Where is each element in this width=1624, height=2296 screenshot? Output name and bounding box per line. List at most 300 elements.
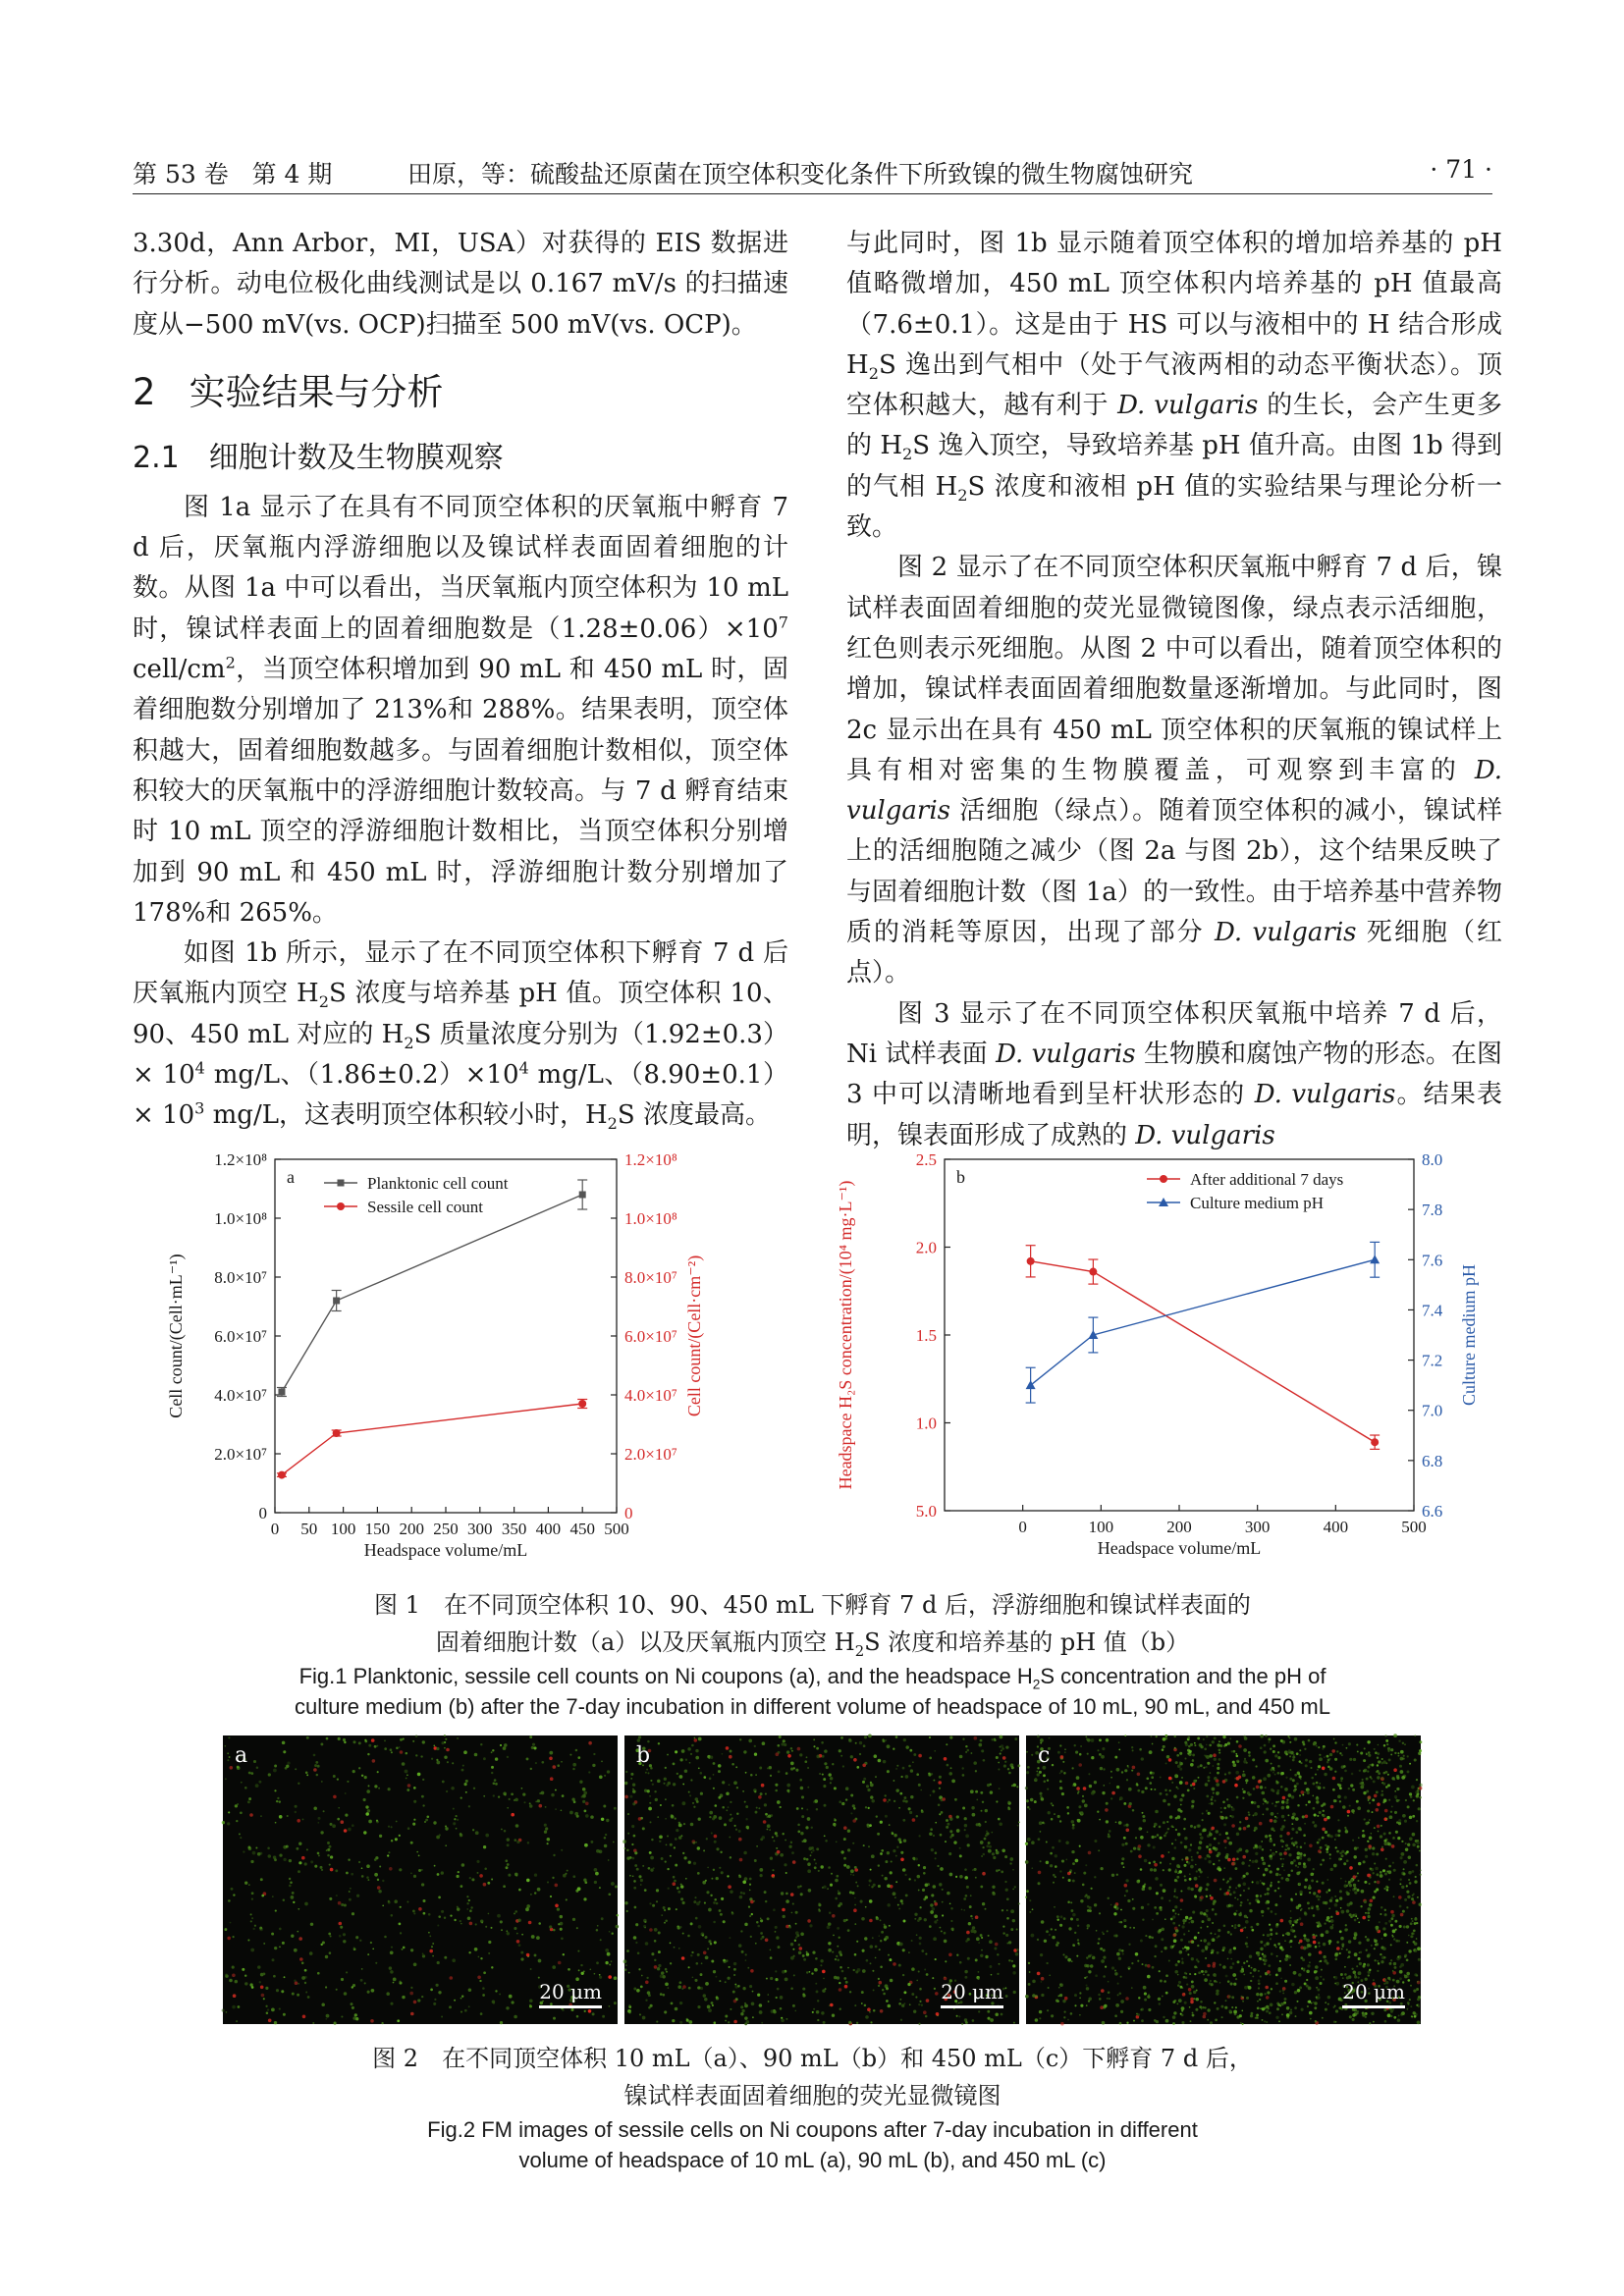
live-cell-dot bbox=[1050, 1864, 1053, 1867]
live-cell-dot bbox=[363, 1798, 366, 1801]
live-cell-dot bbox=[1211, 1796, 1213, 1798]
live-cell-dot bbox=[1185, 1916, 1188, 1919]
live-cell-dot bbox=[1260, 1975, 1262, 1977]
live-cell-dot bbox=[639, 2013, 641, 2015]
live-cell-dot bbox=[885, 1794, 887, 1796]
live-cell-dot bbox=[995, 2012, 999, 2016]
live-cell-dot bbox=[1322, 1837, 1325, 1840]
live-cell-dot bbox=[820, 1964, 822, 1966]
live-cell-dot bbox=[1238, 1827, 1241, 1830]
live-cell-dot bbox=[1012, 1869, 1014, 1871]
live-cell-dot bbox=[1224, 2006, 1227, 2009]
live-cell-dot bbox=[358, 1741, 361, 1744]
live-cell-dot bbox=[341, 2015, 343, 2017]
live-cell-dot bbox=[1052, 1846, 1055, 1849]
dead-cell-dot bbox=[739, 1858, 743, 1862]
header-issue: 第 4 期 bbox=[251, 160, 333, 188]
live-cell-dot bbox=[1088, 1970, 1091, 1973]
live-cell-dot bbox=[544, 1824, 547, 1827]
live-cell-dot bbox=[1299, 1854, 1302, 1857]
live-cell-dot bbox=[1325, 1923, 1326, 1925]
live-cell-dot bbox=[1408, 1879, 1410, 1881]
paragraph-morphology: 图 3 显示了在不同顶空体积厌氧瓶中培养 7 d 后，Ni 试样表面 D. vulgaris 生物膜和腐蚀产物的形态。在图 3 中可以清晰地看到呈杆状形态的 D. vulgaris。结果表明，镍表面形成了成熟的 D. vulgaris bbox=[846, 998, 1502, 1150]
live-cell-dot bbox=[1242, 1789, 1244, 1790]
live-cell-dot bbox=[339, 1935, 342, 1938]
live-cell-dot bbox=[1367, 1766, 1370, 1769]
live-cell-dot bbox=[1231, 2006, 1233, 2008]
live-cell-dot bbox=[1098, 1994, 1101, 1997]
live-cell-dot bbox=[748, 1739, 752, 1743]
live-cell-dot bbox=[1163, 1869, 1164, 1871]
live-cell-dot bbox=[499, 1994, 501, 1996]
live-cell-dot bbox=[1339, 1930, 1342, 1933]
live-cell-dot bbox=[924, 1918, 927, 1921]
live-cell-dot bbox=[805, 1826, 808, 1829]
live-cell-dot bbox=[747, 1967, 749, 1969]
live-cell-dot bbox=[1083, 1872, 1086, 1875]
live-cell-dot bbox=[1087, 1896, 1091, 1899]
dead-cell-dot bbox=[341, 1820, 345, 1824]
live-cell-dot bbox=[1206, 1845, 1209, 1848]
live-cell-dot bbox=[1364, 1881, 1367, 1884]
live-cell-dot bbox=[1169, 1815, 1172, 1818]
live-cell-dot bbox=[1212, 1908, 1215, 1911]
live-cell-dot bbox=[1384, 1771, 1387, 1774]
live-cell-dot bbox=[1026, 1799, 1029, 1802]
live-cell-dot bbox=[421, 1883, 424, 1886]
live-cell-dot bbox=[363, 1831, 366, 1834]
live-cell-dot bbox=[902, 1799, 905, 1802]
live-cell-dot bbox=[272, 1896, 274, 1897]
live-cell-dot bbox=[1296, 1783, 1299, 1786]
live-cell-dot bbox=[1184, 1972, 1187, 1975]
live-cell-dot bbox=[1133, 1846, 1136, 1849]
live-cell-dot bbox=[681, 1749, 685, 1753]
dead-cell-dot bbox=[268, 2019, 272, 2023]
dead-cell-dot bbox=[1078, 1763, 1082, 1767]
live-cell-dot bbox=[1287, 1814, 1289, 1816]
live-cell-dot bbox=[317, 1817, 320, 1820]
live-cell-dot bbox=[824, 1835, 826, 1837]
live-cell-dot bbox=[298, 1842, 301, 1845]
live-cell-dot bbox=[293, 1901, 295, 1903]
live-cell-dot bbox=[1064, 1751, 1066, 1753]
paragraph-ph-analysis: 与此同时，图 1b 显示随着顶空体积的增加培养基的 pH 值略微增加，450 mL 顶空体积内培养基的 pH 值最高（7.6±0.1）。这是由于 HS 可以与液相中的 H 结合形成 $H_2S$ 逸出到气相中（处于气液两相的动态平衡状态）。顶空体积越大，越有利于 D. vulgaris 的生长，会产生更多的 $H_2S$ 逸入顶空，导致培养基 pH 值升高。由图 1b 得到的气相 $H_2S$ 浓度和液相 pH 值的实验结果与理论分析一致。 bbox=[846, 229, 1503, 543]
live-cell-dot bbox=[905, 1745, 908, 1748]
dead-cell-dot bbox=[1256, 1786, 1260, 1789]
live-cell-dot bbox=[295, 1811, 297, 1813]
live-cell-dot bbox=[633, 1936, 637, 1940]
live-cell-dot bbox=[908, 1878, 910, 1880]
live-cell-dot bbox=[1244, 1986, 1248, 1990]
live-cell-dot bbox=[905, 1775, 909, 1779]
live-cell-dot bbox=[1224, 1846, 1226, 1848]
live-cell-dot bbox=[1263, 1954, 1267, 1958]
live-cell-dot bbox=[828, 1866, 831, 1869]
live-cell-dot bbox=[1253, 1801, 1256, 1804]
dead-cell-dot bbox=[777, 1850, 781, 1854]
dead-cell-dot bbox=[370, 2019, 374, 2023]
live-cell-dot bbox=[1037, 1735, 1040, 1738]
live-cell-dot bbox=[579, 1781, 582, 1784]
live-cell-dot bbox=[682, 1852, 684, 1854]
live-cell-dot bbox=[1329, 1753, 1332, 1756]
live-cell-dot bbox=[473, 1788, 475, 1789]
live-cell-dot bbox=[1008, 1772, 1011, 1775]
live-cell-dot bbox=[1416, 1795, 1419, 1798]
live-cell-dot bbox=[390, 1950, 394, 1954]
live-cell-dot bbox=[1322, 1882, 1325, 1885]
live-cell-dot bbox=[854, 1953, 857, 1956]
chart-panel-label: b bbox=[956, 1167, 965, 1187]
live-cell-dot bbox=[645, 1772, 647, 1774]
live-cell-dot bbox=[749, 1890, 751, 1892]
live-cell-dot bbox=[507, 1863, 510, 1866]
live-cell-dot bbox=[518, 1944, 521, 1947]
live-cell-dot bbox=[1353, 1937, 1356, 1940]
live-cell-dot bbox=[895, 1789, 898, 1791]
live-cell-dot bbox=[1380, 1871, 1382, 1874]
live-cell-dot bbox=[1164, 1789, 1166, 1790]
live-cell-dot bbox=[722, 1753, 724, 1755]
live-cell-dot bbox=[929, 1757, 932, 1760]
live-cell-dot bbox=[880, 1966, 883, 1969]
live-cell-dot bbox=[461, 1863, 465, 1867]
dead-cell-dot bbox=[1384, 1809, 1388, 1813]
micrograph-panel-c bbox=[1026, 1735, 1421, 2024]
live-cell-dot bbox=[659, 1841, 661, 1842]
live-cell-dot bbox=[1293, 1754, 1295, 1756]
live-cell-dot bbox=[914, 1913, 917, 1916]
live-cell-dot bbox=[701, 1962, 703, 1964]
live-cell-dot bbox=[1188, 1917, 1191, 1920]
dead-cell-dot bbox=[869, 1919, 873, 1923]
live-cell-dot bbox=[1335, 1910, 1337, 1912]
live-cell-dot bbox=[614, 1976, 618, 1980]
live-cell-dot bbox=[1275, 1873, 1279, 1877]
live-cell-dot bbox=[536, 1936, 540, 1940]
live-cell-dot bbox=[575, 1890, 578, 1893]
live-cell-dot bbox=[1001, 1747, 1004, 1750]
live-cell-dot bbox=[1204, 1978, 1208, 1982]
live-cell-dot bbox=[491, 1879, 493, 1881]
live-cell-dot bbox=[1372, 1896, 1375, 1898]
live-cell-dot bbox=[1175, 1963, 1178, 1966]
live-cell-dot bbox=[624, 1782, 627, 1785]
live-cell-dot bbox=[1339, 1896, 1342, 1899]
live-cell-dot bbox=[457, 1737, 459, 1739]
x-tick-label: 350 bbox=[501, 1520, 527, 1538]
live-cell-dot bbox=[1235, 1978, 1237, 1980]
live-cell-dot bbox=[881, 1849, 884, 1852]
live-cell-dot bbox=[1294, 2006, 1297, 2009]
live-cell-dot bbox=[1345, 1891, 1348, 1894]
live-cell-dot bbox=[1032, 1908, 1034, 1910]
live-cell-dot bbox=[1258, 1979, 1261, 1982]
live-cell-dot bbox=[1246, 1916, 1248, 1918]
live-cell-dot bbox=[1094, 1840, 1097, 1842]
live-cell-dot bbox=[1118, 1921, 1120, 1923]
live-cell-dot bbox=[1227, 1931, 1230, 1934]
live-cell-dot bbox=[1094, 1903, 1097, 1906]
live-cell-dot bbox=[751, 2002, 755, 2005]
live-cell-dot bbox=[1199, 1841, 1202, 1843]
live-cell-dot bbox=[274, 1789, 276, 1791]
live-cell-dot bbox=[1346, 1859, 1349, 1862]
live-cell-dot bbox=[1385, 1786, 1388, 1789]
live-cell-dot bbox=[1257, 1900, 1260, 1903]
live-cell-dot bbox=[941, 1811, 944, 1814]
live-cell-dot bbox=[656, 1900, 658, 1902]
live-cell-dot bbox=[480, 2012, 483, 2015]
live-cell-dot bbox=[1203, 1738, 1205, 1740]
live-cell-dot bbox=[416, 1851, 418, 1853]
live-cell-dot bbox=[1384, 2020, 1387, 2023]
live-cell-dot bbox=[765, 1792, 767, 1794]
live-cell-dot bbox=[1154, 1826, 1156, 1828]
live-cell-dot bbox=[567, 1870, 568, 1872]
live-cell-dot bbox=[1352, 2013, 1355, 2016]
live-cell-dot bbox=[431, 1946, 433, 1948]
live-cell-dot bbox=[785, 1772, 788, 1775]
live-cell-dot bbox=[1344, 1928, 1347, 1931]
live-cell-dot bbox=[463, 1750, 467, 1754]
live-cell-dot bbox=[664, 1922, 666, 1924]
live-cell-dot bbox=[1334, 1839, 1336, 1841]
live-cell-dot bbox=[1317, 1815, 1319, 1817]
y-right-tick-label: 8.0×10⁷ bbox=[624, 1268, 677, 1287]
live-cell-dot bbox=[743, 1851, 747, 1855]
live-cell-dot bbox=[658, 1950, 661, 1953]
live-cell-dot bbox=[1282, 1740, 1286, 1744]
live-cell-dot bbox=[778, 1946, 781, 1949]
live-cell-dot bbox=[1390, 2010, 1393, 2013]
live-cell-dot bbox=[1115, 1821, 1117, 1823]
live-cell-dot bbox=[1232, 1962, 1235, 1965]
live-cell-dot bbox=[759, 1868, 763, 1872]
dead-cell-dot bbox=[918, 1754, 922, 1758]
live-cell-dot bbox=[1362, 1830, 1364, 1832]
live-cell-dot bbox=[1324, 1756, 1326, 1758]
live-cell-dot bbox=[1265, 1901, 1267, 1903]
live-cell-dot bbox=[552, 1965, 556, 1969]
dead-cell-dot bbox=[550, 1777, 554, 1781]
live-cell-dot bbox=[1155, 1945, 1158, 1948]
live-cell-dot bbox=[760, 1792, 763, 1795]
dead-cell-dot bbox=[844, 1985, 848, 1989]
live-cell-dot bbox=[1397, 1955, 1399, 1957]
live-cell-dot bbox=[614, 2002, 617, 2004]
live-cell-dot bbox=[736, 1813, 738, 1815]
live-cell-dot bbox=[1139, 1748, 1142, 1751]
live-cell-dot bbox=[875, 1957, 877, 1959]
live-cell-dot bbox=[980, 1934, 983, 1937]
live-cell-dot bbox=[944, 1940, 947, 1944]
live-cell-dot bbox=[1061, 1792, 1064, 1795]
live-cell-dot bbox=[803, 1958, 806, 1961]
dead-cell-dot bbox=[703, 1951, 707, 1955]
live-cell-dot bbox=[1413, 1929, 1416, 1932]
live-cell-dot bbox=[391, 1826, 393, 1828]
live-cell-dot bbox=[1174, 1879, 1177, 1882]
live-cell-dot bbox=[702, 1934, 704, 1936]
live-cell-dot bbox=[1409, 1763, 1411, 1765]
dead-cell-dot bbox=[782, 1908, 785, 1912]
dead-cell-dot bbox=[1286, 1832, 1290, 1836]
live-cell-dot bbox=[1196, 1824, 1199, 1827]
dead-cell-dot bbox=[1154, 1863, 1158, 1867]
live-cell-dot bbox=[1198, 1971, 1201, 1974]
live-cell-dot bbox=[1172, 2015, 1176, 2019]
live-cell-dot bbox=[1205, 1783, 1209, 1787]
dead-cell-dot bbox=[558, 1961, 562, 1965]
live-cell-dot bbox=[1218, 1752, 1220, 1754]
live-cell-dot bbox=[240, 1837, 242, 1839]
live-cell-dot bbox=[1273, 1819, 1277, 1823]
live-cell-dot bbox=[310, 1860, 313, 1863]
live-cell-dot bbox=[441, 1741, 444, 1744]
live-cell-dot bbox=[783, 1833, 785, 1835]
live-cell-dot bbox=[680, 1897, 683, 1900]
live-cell-dot bbox=[1082, 1795, 1084, 1797]
live-cell-dot bbox=[959, 1847, 961, 1849]
dead-cell-dot bbox=[1270, 1819, 1273, 1823]
live-cell-dot bbox=[1410, 1922, 1413, 1925]
live-cell-dot bbox=[692, 1842, 695, 1844]
live-cell-dot bbox=[1295, 1894, 1297, 1896]
live-cell-dot bbox=[1218, 1842, 1219, 1844]
live-cell-dot bbox=[1194, 1965, 1197, 1968]
dead-cell-dot bbox=[1282, 1796, 1286, 1800]
live-cell-dot bbox=[1260, 1880, 1262, 1882]
live-cell-dot bbox=[1046, 1930, 1049, 1933]
live-cell-dot bbox=[1090, 1964, 1093, 1967]
live-cell-dot bbox=[1104, 2004, 1107, 2007]
live-cell-dot bbox=[1263, 1798, 1266, 1801]
live-cell-dot bbox=[875, 1776, 877, 1778]
live-cell-dot bbox=[665, 1982, 669, 1986]
live-cell-dot bbox=[1279, 1835, 1282, 1838]
live-cell-dot bbox=[1213, 1863, 1215, 1865]
live-cell-dot bbox=[1289, 1964, 1291, 1966]
live-cell-dot bbox=[1384, 1913, 1387, 1916]
live-cell-dot bbox=[1235, 1887, 1237, 1889]
live-cell-dot bbox=[485, 1926, 487, 1928]
live-cell-dot bbox=[757, 1925, 760, 1928]
live-cell-dot bbox=[1250, 2014, 1253, 2017]
live-cell-dot bbox=[1007, 1807, 1010, 1810]
live-cell-dot bbox=[1070, 1909, 1073, 1912]
live-cell-dot bbox=[978, 1971, 980, 1973]
dead-cell-dot bbox=[1267, 1970, 1271, 1974]
live-cell-dot bbox=[767, 1824, 771, 1828]
live-cell-dot bbox=[1211, 1802, 1214, 1805]
live-cell-dot bbox=[847, 1848, 850, 1851]
live-cell-dot bbox=[257, 1965, 260, 1968]
live-cell-dot bbox=[1332, 1924, 1334, 1926]
dead-cell-dot bbox=[1390, 1910, 1394, 1914]
live-cell-dot bbox=[1016, 1949, 1019, 1951]
live-cell-dot bbox=[919, 1906, 921, 1908]
live-cell-dot bbox=[230, 1922, 232, 1924]
live-cell-dot bbox=[634, 1906, 637, 1909]
x-tick-label: 200 bbox=[1166, 1518, 1192, 1536]
live-cell-dot bbox=[325, 2018, 327, 2020]
live-cell-dot bbox=[946, 1819, 948, 1822]
live-cell-dot bbox=[668, 1888, 670, 1890]
live-cell-dot bbox=[1388, 1832, 1391, 1835]
y-right-tick-label: 4.0×10⁷ bbox=[624, 1386, 677, 1405]
live-cell-dot bbox=[572, 1763, 576, 1767]
live-cell-dot bbox=[1059, 1870, 1061, 1872]
live-cell-dot bbox=[1209, 1984, 1211, 1986]
live-cell-dot bbox=[827, 1888, 829, 1890]
dead-cell-dot bbox=[1362, 1916, 1366, 1920]
live-cell-dot bbox=[431, 1758, 433, 1760]
live-cell-dot bbox=[1320, 1863, 1322, 1865]
live-cell-dot bbox=[1317, 1769, 1319, 1771]
live-cell-dot bbox=[1184, 1837, 1187, 1840]
live-cell-dot bbox=[832, 1951, 834, 1953]
live-cell-dot bbox=[1194, 1877, 1198, 1881]
live-cell-dot bbox=[848, 2021, 851, 2024]
live-cell-dot bbox=[996, 1800, 998, 1802]
live-cell-dot bbox=[1106, 1738, 1109, 1741]
live-cell-dot bbox=[279, 1928, 282, 1931]
live-cell-dot bbox=[703, 1994, 706, 1997]
live-cell-dot bbox=[823, 1778, 826, 1781]
live-cell-dot bbox=[1198, 1777, 1200, 1779]
live-cell-dot bbox=[655, 1798, 658, 1801]
live-cell-dot bbox=[517, 1918, 521, 1922]
live-cell-dot bbox=[1408, 1949, 1411, 1952]
live-cell-dot bbox=[1292, 1759, 1295, 1762]
live-cell-dot bbox=[1165, 2019, 1169, 2023]
live-cell-dot bbox=[714, 1841, 717, 1843]
live-cell-dot bbox=[576, 1927, 578, 1929]
live-cell-dot bbox=[821, 2011, 824, 2014]
live-cell-dot bbox=[422, 1779, 424, 1781]
live-cell-dot bbox=[1244, 1736, 1248, 1740]
live-cell-dot bbox=[1179, 1761, 1181, 1763]
live-cell-dot bbox=[352, 1770, 355, 1773]
live-cell-dot bbox=[600, 1939, 602, 1941]
live-cell-dot bbox=[485, 1834, 489, 1838]
live-cell-dot bbox=[1237, 2016, 1239, 2018]
live-cell-dot bbox=[1124, 1895, 1126, 1896]
live-cell-dot bbox=[375, 1856, 378, 1859]
live-cell-dot bbox=[1239, 1821, 1241, 1823]
live-cell-dot bbox=[395, 1838, 398, 1841]
live-cell-dot bbox=[317, 1852, 320, 1855]
live-cell-dot bbox=[1351, 1773, 1354, 1776]
live-cell-dot bbox=[1206, 1810, 1208, 1812]
live-cell-dot bbox=[640, 1986, 643, 1989]
live-cell-dot bbox=[833, 1935, 835, 1937]
live-cell-dot bbox=[1001, 1871, 1003, 1874]
live-cell-dot bbox=[1398, 1819, 1401, 1822]
live-cell-dot bbox=[445, 1827, 448, 1830]
live-cell-dot bbox=[1312, 1795, 1314, 1797]
live-cell-dot bbox=[1367, 1770, 1369, 1772]
live-cell-dot bbox=[671, 1815, 675, 1819]
dead-cell-dot bbox=[526, 1953, 530, 1957]
live-cell-dot bbox=[834, 1787, 837, 1789]
live-cell-dot bbox=[840, 1755, 842, 1757]
dead-cell-dot bbox=[233, 1994, 237, 1998]
live-cell-dot bbox=[1398, 2014, 1400, 2016]
live-cell-dot bbox=[1389, 1962, 1392, 1965]
